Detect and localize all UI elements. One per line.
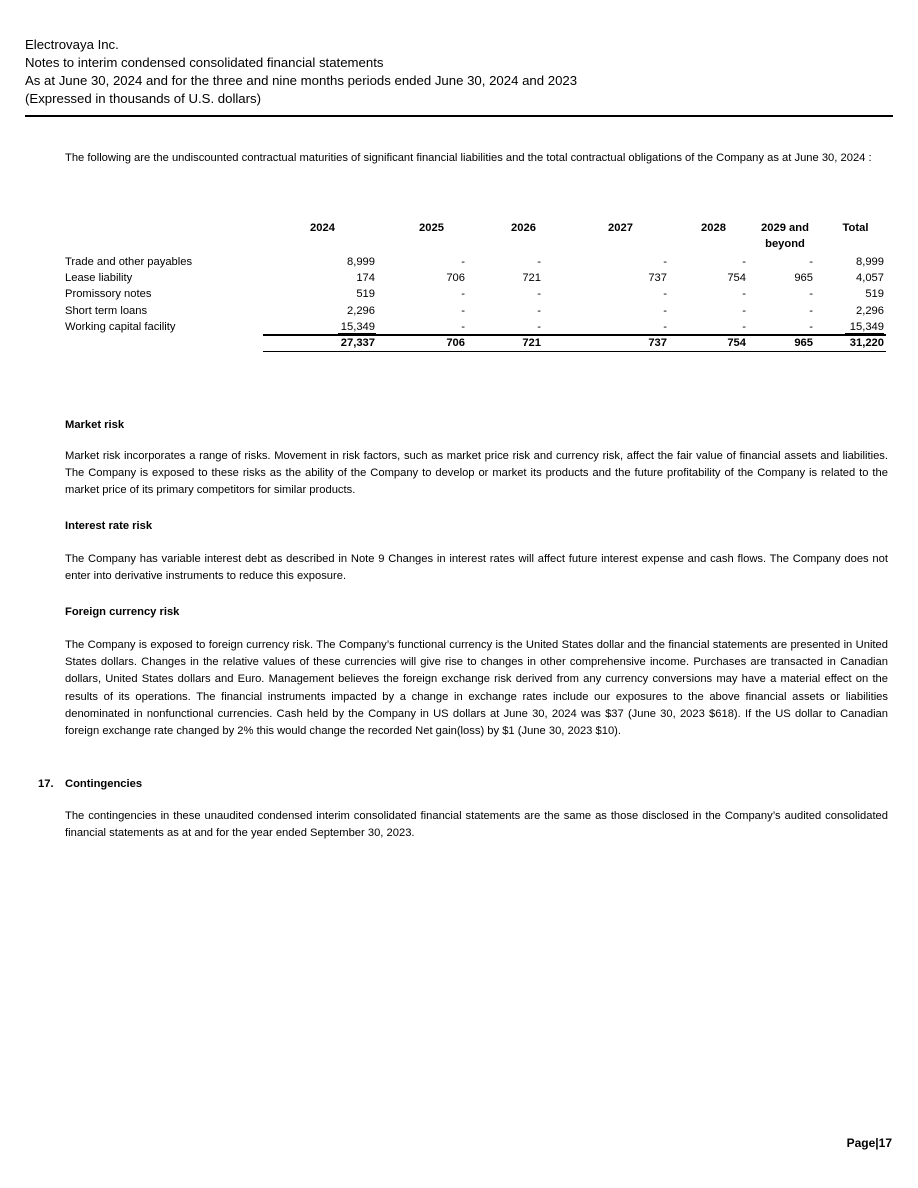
section-number: 17.: [38, 778, 54, 790]
table-cell: 519: [356, 288, 375, 300]
document-header: [25, 36, 577, 108]
table-cell: -: [537, 305, 541, 317]
column-header-2026: 2026: [511, 222, 536, 234]
table-cell: -: [809, 256, 813, 268]
total-double-underline: [263, 351, 886, 352]
row-label-working-capital: Working capital facility: [65, 321, 176, 333]
table-cell: -: [663, 256, 667, 268]
row-label-trade-payables: Trade and other payables: [65, 256, 193, 268]
column-header-2024: 2024: [310, 222, 335, 234]
column-header-2025: 2025: [419, 222, 444, 234]
table-cell: -: [809, 305, 813, 317]
company-name: Electrovaya Inc.: [25, 37, 119, 52]
column-header-total: Total: [842, 222, 869, 234]
column-header-2027: 2027: [608, 222, 633, 234]
table-cell: -: [663, 321, 667, 333]
header-divider: [25, 115, 893, 117]
column-header-beyond: beyond: [765, 238, 805, 250]
total-cell: 721: [522, 337, 541, 349]
table-cell: 721: [522, 272, 541, 284]
table-cell: 15,349: [849, 321, 884, 333]
statement-period: As at June 30, 2024 and for the three and nine months periods ended June 30, 2024 and 2023: [25, 73, 578, 88]
row-label-promissory-notes: Promissory notes: [65, 288, 152, 300]
market-risk-heading: Market risk: [65, 419, 125, 431]
total-cell: 31,220: [849, 337, 884, 349]
table-cell: 737: [648, 272, 667, 284]
table-cell: 2,296: [856, 305, 884, 317]
total-cell: 737: [648, 337, 667, 349]
table-cell: -: [663, 305, 667, 317]
table-cell: -: [461, 321, 465, 333]
table-cell: -: [742, 256, 746, 268]
table-cell: -: [461, 305, 465, 317]
contingencies-heading: Contingencies: [65, 778, 143, 790]
market-risk-paragraph: Market risk incorporates a range of risks. Movement in risk factors, such as market price risk and currency risk, affect the fair value of financial assets and liabilities. The Company is exposed to these risks as the ability of the Company to develop or market its products and the future profitability of the Company is related to the market price of its primary competitors for similar products.: [65, 450, 888, 497]
table-cell: 706: [446, 272, 465, 284]
maturity-intro-paragraph: The following are the undiscounted contractual maturities of significant financial liabilities and the total contractual obligations of the Company as at June 30, 2024 :: [65, 152, 872, 164]
interest-rate-risk-paragraph: The Company has variable interest debt as described in Note 9 Changes in interest rates will affect future interest expense and cash flows. The Company does not enter into derivative instruments to reduce this exposure.: [65, 553, 888, 583]
table-cell: 2,296: [347, 305, 375, 317]
table-cell: 8,999: [856, 256, 884, 268]
table-cell: -: [461, 256, 465, 268]
table-cell: -: [742, 321, 746, 333]
column-header-2028: 2028: [701, 222, 726, 234]
row-label-short-term-loans: Short term loans: [65, 305, 148, 317]
table-cell: 519: [865, 288, 884, 300]
table-cell: -: [537, 288, 541, 300]
table-cell: -: [461, 288, 465, 300]
total-cell: 706: [446, 337, 465, 349]
table-cell: -: [809, 321, 813, 333]
table-cell: 4,057: [856, 272, 884, 284]
column-header-2029-and: 2029 and: [761, 222, 809, 234]
table-cell: -: [809, 288, 813, 300]
total-cell: 965: [794, 337, 813, 349]
foreign-currency-risk-paragraph: The Company is exposed to foreign currency risk. The Company’s functional currency is the United States dollar and the financial statements are presented in United States dollars. Changes in the relative values of these currencies will give rise to changes in other comprehensive income. Purchases are transacted in Canadian dollars, United States dollars and Euro. Management believes the foreign exchange risk derived from any currency conversions may have a material effect on the results of its operations. The financial instruments impacted by a change in exchange rates include our exposures to the above financial assets or liabilities denominated in nonfunctional currencies. Cash held by the Company in US dollars at June 30, 2024 was $37 (June 30, 2023 $618). If the US dollar to Canadian foreign exchange rate changed by 2% this would change the recorded Net gain(loss) by $1 (June 30, 2023 $10).: [65, 639, 888, 738]
table-cell: -: [742, 305, 746, 317]
table-cell: -: [742, 288, 746, 300]
statement-title: Notes to interim condensed consolidated financial statements: [25, 55, 384, 70]
interest-rate-risk-heading: Interest rate risk: [65, 520, 153, 532]
table-cell: -: [663, 288, 667, 300]
currency-note: (Expressed in thousands of U.S. dollars): [25, 91, 262, 106]
row-label-lease-liability: Lease liability: [65, 272, 133, 284]
table-cell: 754: [727, 272, 746, 284]
foreign-currency-risk-heading: Foreign currency risk: [65, 606, 180, 618]
page-number: Page|17: [846, 1136, 892, 1150]
table-cell: -: [537, 321, 541, 333]
table-cell: 174: [356, 272, 375, 284]
table-cell: 8,999: [347, 256, 375, 268]
contingencies-paragraph: The contingencies in these unaudited condensed interim consolidated financial statements are the same as those disclosed in the Company’s audited consolidated financial statements as at and for the year ended September 30, 2023.: [65, 810, 888, 840]
total-cell: 27,337: [340, 337, 375, 349]
total-cell: 754: [727, 337, 746, 349]
table-cell: -: [537, 256, 541, 268]
table-cell: 965: [794, 272, 813, 284]
table-cell: 15,349: [340, 321, 375, 333]
